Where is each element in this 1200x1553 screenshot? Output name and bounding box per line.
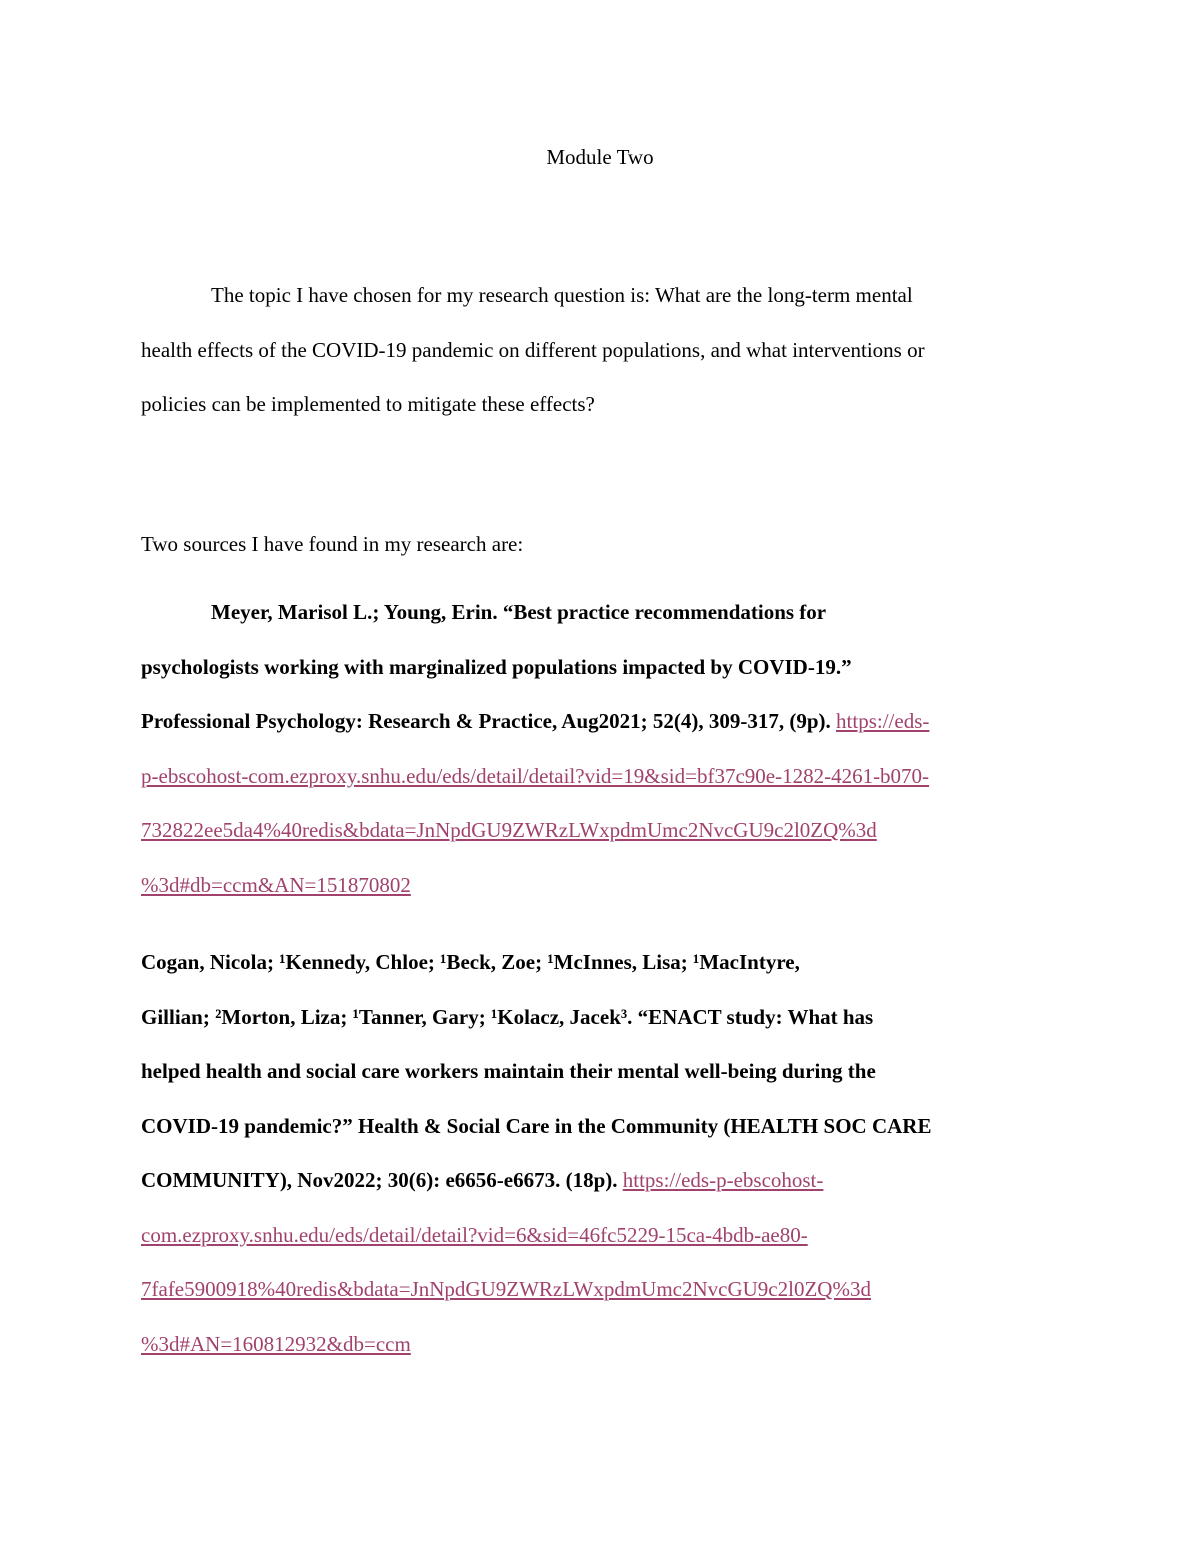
reference-2-line-2: Gillian; ²Morton, Liza; ¹Tanner, Gary; ¹Kolacz, Jacek³. “ENACT study: What has (141, 1004, 874, 1029)
reference-2-link-part-2[interactable]: com.ezproxy.snhu.edu/eds/detail/detail?vid=6&sid=46fc5229-15ca-4bdb-ae80- (141, 1222, 808, 1247)
reference-1-link-line-4 (141, 858, 1056, 913)
reference-2-line-4: COVID-19 pandemic?” Health & Social Care in the Community (HEALTH SOC CARE (141, 1113, 932, 1138)
reference-2-line-1: Cogan, Nicola; ¹Kennedy, Chloe; ¹Beck, Zoe; ¹McInnes, Lisa; ¹MacIntyre, (141, 950, 800, 974)
topic-line-2: health effects of the COVID-19 pandemic on different populations, and what interventions or (141, 337, 925, 362)
reference-2-line-3: helped health and social care workers maintain their mental well-being during the (141, 1059, 876, 1083)
reference-1-line-3: Professional Psychology: Research & Practice, Aug2021; 52(4), 309-317, (9p). https://eds- (141, 709, 930, 733)
reference-1-link-line-3 (141, 803, 1056, 858)
sources-intro-text: Two sources I have found in my research are: (141, 532, 524, 556)
reference-2-line-5: COMMUNITY), Nov2022; 30(6): e6656-e6673. (18p). https://eds-p-ebscohost- (141, 1168, 824, 1192)
reference-2-link-part-3[interactable]: 7fafe5900918%40redis&bdata=JnNpdGU9ZWRzLWxpdmUmc2NvcGU9c2l0ZQ%3d (141, 1277, 871, 1301)
document-title: Module Two (546, 145, 654, 169)
topic-paragraph (141, 268, 1056, 432)
reference-1-link-part-4[interactable]: %3d#db=ccm&AN=151870802 (141, 872, 411, 897)
reference-2-link-line-3 (141, 1262, 1056, 1317)
reference-1-link-part-2[interactable]: p-ebscohost-com.ezproxy.snhu.edu/eds/detail/detail?vid=19&sid=bf37c90e-1282-4261-b070- (141, 763, 930, 788)
reference-1-line-1: Meyer, Marisol L.; Young, Erin. “Best practice recommendations for (211, 600, 827, 624)
reference-1-link-line-2 (141, 749, 1056, 804)
sources-intro (141, 517, 1056, 572)
reference-2-link-part-1[interactable]: https://eds-p-ebscohost- (622, 1168, 824, 1192)
reference-2-link-part-4[interactable]: %3d#AN=160812932&db=ccm (141, 1331, 411, 1356)
topic-line-1: The topic I have chosen for my research question is: What are the long-term mental (211, 283, 913, 307)
reference-2-link-line-4 (141, 1317, 1056, 1372)
reference-2 (141, 935, 1056, 1371)
reference-1-link-part-1[interactable]: https://eds- (836, 709, 930, 733)
topic-line-3: policies can be implemented to mitigate these effects? (141, 392, 595, 416)
reference-1 (141, 585, 1056, 912)
reference-1-line-2: psychologists working with marginalized populations impacted by COVID-19.” (141, 654, 852, 679)
reference-2-link-line-2 (141, 1208, 1056, 1263)
reference-1-link-part-3[interactable]: 732822ee5da4%40redis&bdata=JnNpdGU9ZWRzLWxpdmUmc2NvcGU9c2l0ZQ%3d (141, 818, 877, 842)
